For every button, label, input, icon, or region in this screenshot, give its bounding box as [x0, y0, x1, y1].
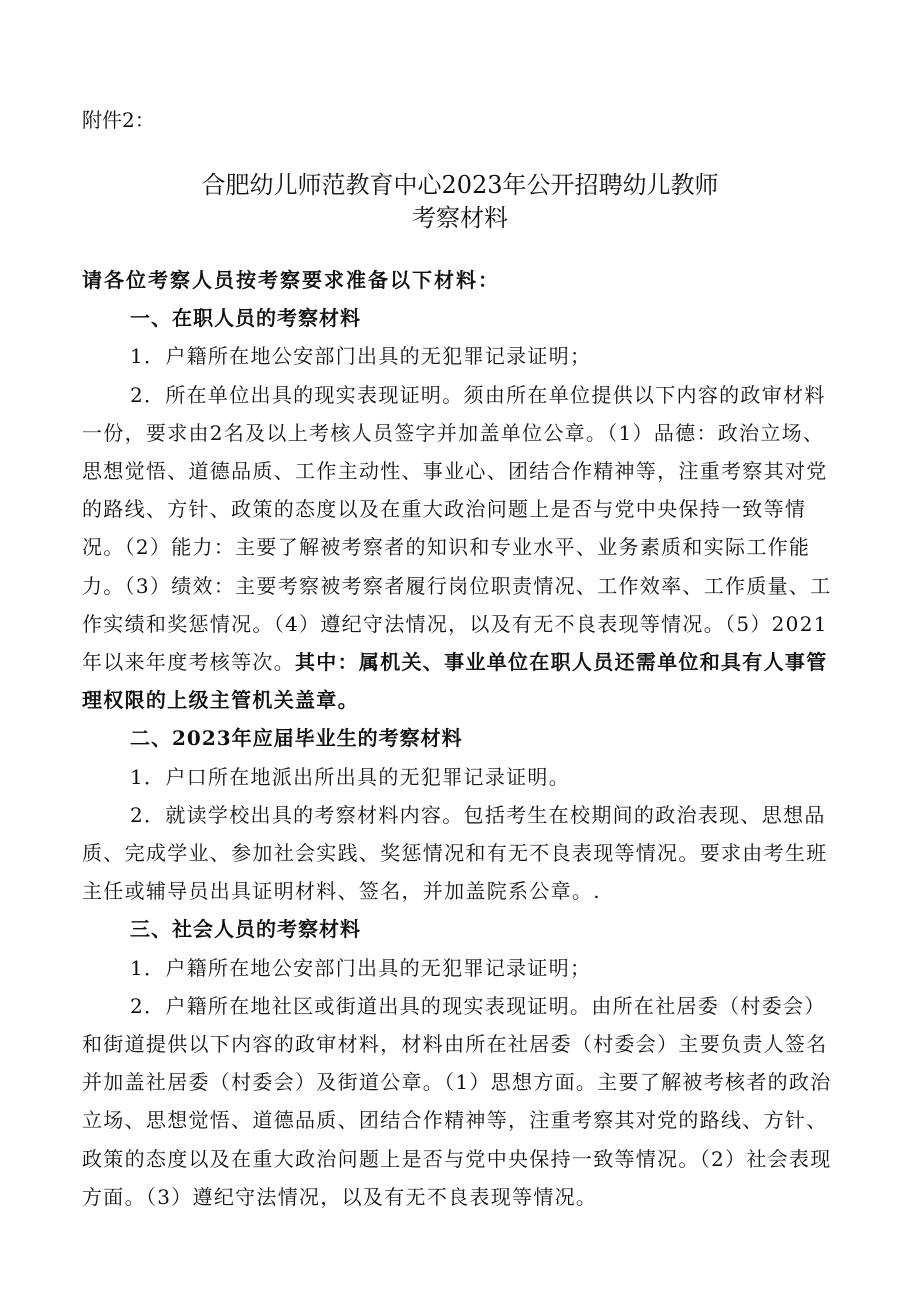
intro-text: 请各位考察人员按考察要求准备以下材料： [82, 268, 500, 292]
section3-heading: 三、社会人员的考察材料 [130, 917, 361, 942]
document-body [82, 261, 840, 1216]
section2-item1: 1．户口所在地派出所出具的无犯罪记录证明。 [130, 764, 571, 789]
section2-item2: 2．就读学校出具的考察材料内容。包括考生在校期间的政治表现、思想品质、完成学业、参加社会实践、奖惩情况和有无不良表现等情况。要求由考生班主任或辅导员出具证明材料、签名，并加盖院系公章。. [82, 802, 828, 904]
section3-item2: 2．户籍所在地社区或街道出具的现实表现证明。由所在社居委（村委会）和街道提供以下内容的政审材料，材料由所在社居委（村委会）主要负责人签名并加盖社居委（村委会）及街道公章。（1）思想方面。主要了解被考核者的政治立场、思想觉悟、道德品质、团结合作精神等，注重考察其对党的路线、方针、政策的态度以及在重大政治问题上是否与党中央保持一致等情况。（2）社会表现方面。（3）遵纪守法情况，以及有无不良表现等情况。 [82, 993, 832, 1209]
section1-item2-text: 2．所在单位出具的现实表现证明。须由所在单位提供以下内容的政审材料一份，要求由2名及以上考核人员签字并加盖单位公章。（1）品德：政治立场、思想觉悟、道德品质、工作主动性、事业心、团结合作精神等，注重考察其对党的路线、方针、政策的态度以及在重大政治问题上是否与党中央保持一致等情况。（2）能力：主要了解被考察者的知识和专业水平、业务素质和实际工作能力。（3）绩效：主要考察被考察者履行岗位职责情况、工作效率、工作质量、工作实绩和奖惩情况。（4）遵纪守法情况，以及有无不良表现等情况。（5）2021年以来年度考核等次。 [82, 382, 832, 675]
attachment-label: 附件2： [82, 108, 155, 132]
section3-item1: 1．户籍所在地公安部门出具的无犯罪记录证明； [130, 955, 592, 980]
document-title-line2: 考察材料 [412, 204, 508, 232]
section1-item2 [82, 376, 840, 720]
section1-item1: 1．户籍所在地公安部门出具的无犯罪记录证明； [130, 344, 592, 369]
section1-heading: 一、在职人员的考察材料 [130, 306, 361, 331]
document-title-line1: 合肥幼儿师范教育中心2023年公开招聘幼儿教师 [201, 171, 719, 199]
section2-heading: 二、2023年应届毕业生的考察材料 [130, 726, 463, 751]
section1-item2-bold-note: 其中：属机关、事业单位在职人员还需单位和具有人事管理权限的上级主管机关盖章。 [82, 650, 828, 713]
